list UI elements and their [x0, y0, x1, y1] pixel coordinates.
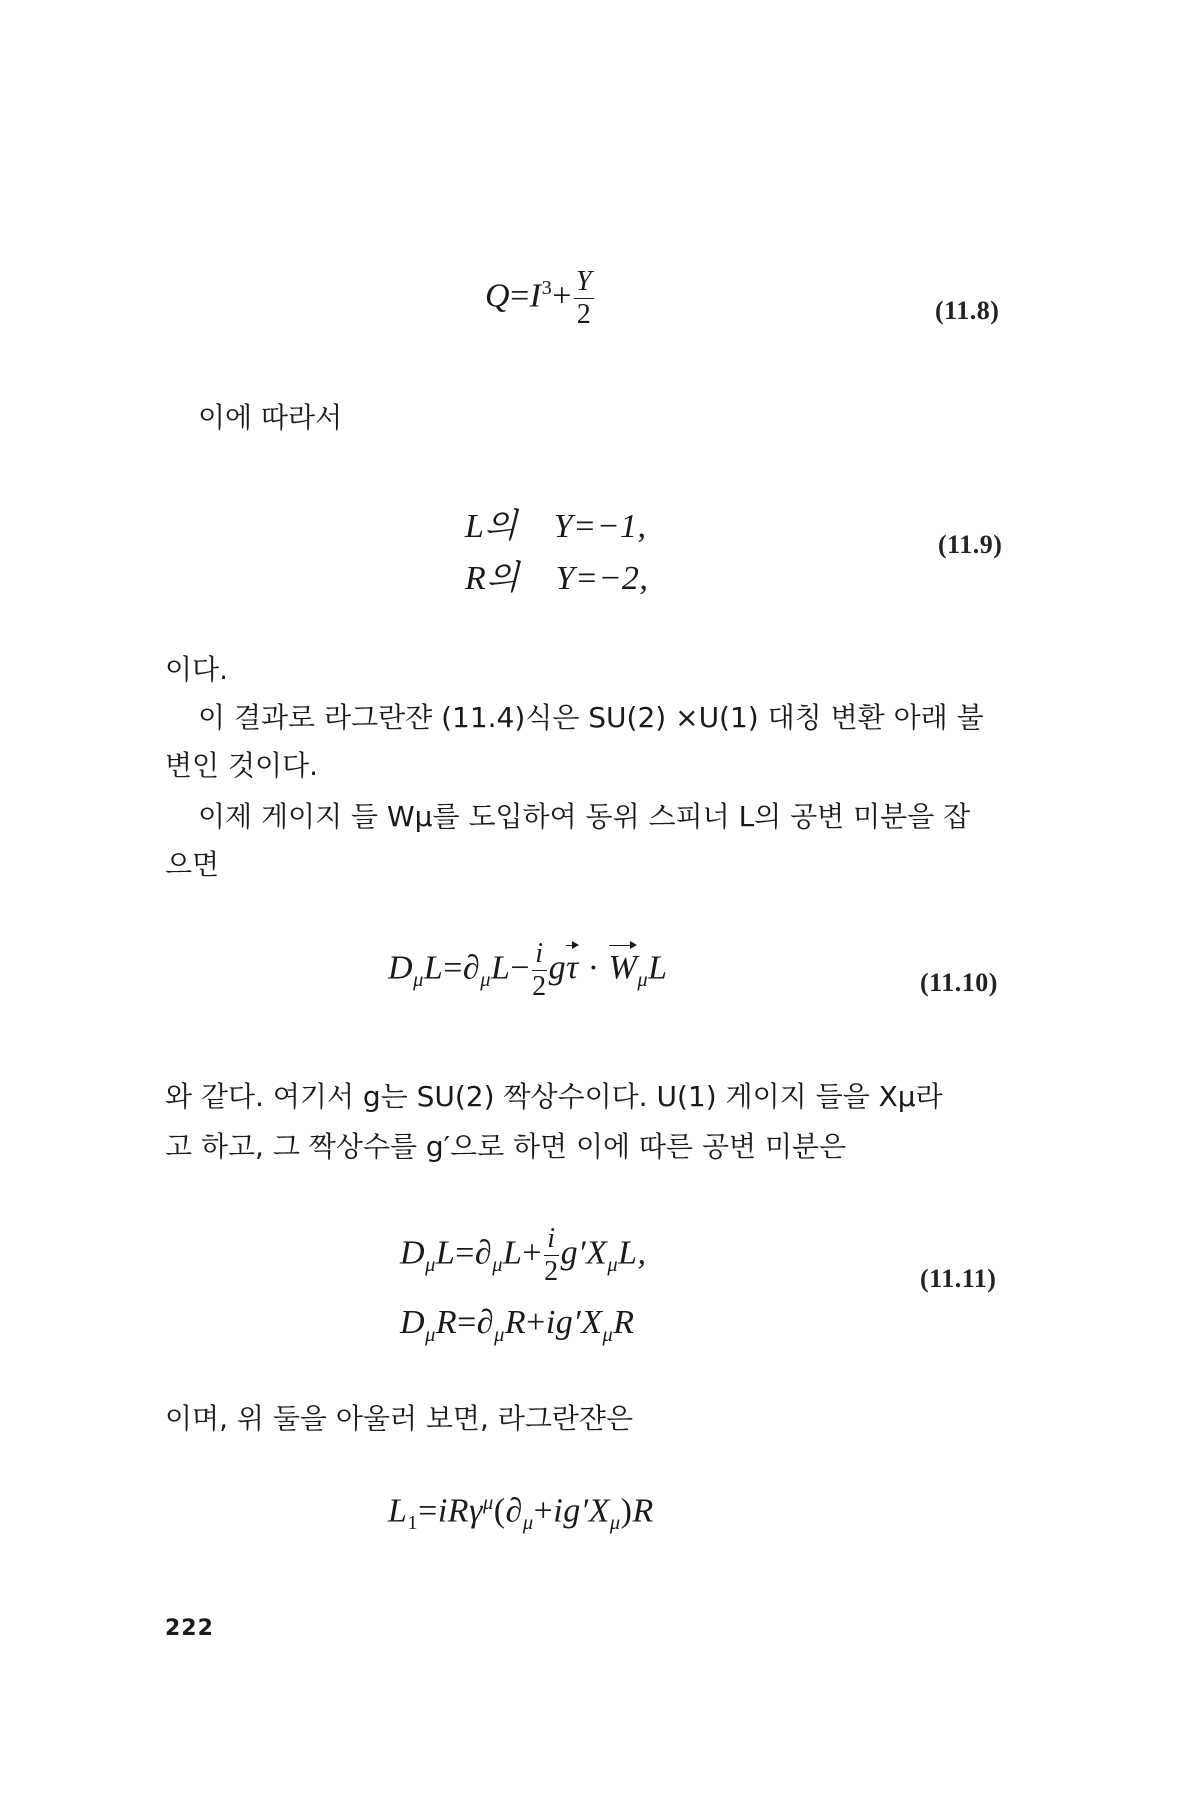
- equation-11-11-line2: $D_\mu R=\partial_\mu R+ig'X_\mu R$: [400, 1304, 635, 1346]
- paragraph-text: 와 같다. 여기서 g는 SU(2) 짝상수이다. U(1) 게이지 들을 Xμ라: [165, 1080, 943, 1113]
- paragraph-text: 이제 게이지 들 Wμ를 도입하여 동위 스피너 L의 공변 미분을 잡: [198, 800, 971, 833]
- equation-number-11-10: (11.10): [920, 968, 998, 997]
- paragraph-text: 고 하고, 그 짝상수를 g′으로 하면 이에 따른 공변 미분은: [165, 1130, 847, 1163]
- equation-number-11-8: (11.8): [935, 296, 1000, 325]
- equation-11-10: $D_\mu L=\partial_\mu L-$ $\frac{i}{2}$ $g\tau \cdot W_\mu L$: [388, 938, 668, 1002]
- paragraph-text: 변인 것이다.: [165, 749, 319, 782]
- eq-11-9-value-1: Y=−1,: [553, 508, 647, 545]
- equation-11-9-line2: [465, 550, 648, 599]
- equation-number-11-11: (11.11): [920, 1264, 997, 1293]
- paragraph-text: 이다.: [165, 653, 228, 686]
- paragraph-text: 이며, 위 둘을 아울러 보면, 라그란쟌은: [165, 1402, 634, 1435]
- paragraph-text: 으면: [165, 848, 220, 881]
- equation-11-11-line1: $D_\mu L=\partial_\mu L+$ $\frac{i}{2}$ $g'X_\mu L$,: [400, 1223, 647, 1287]
- paragraph-text: 이에 따라서: [198, 401, 343, 434]
- equation-number-11-9: (11.9): [938, 530, 1003, 559]
- equation-11-9-line1: [465, 498, 647, 547]
- equation-11-8: $Q=I^3+$ $\frac{Y}{2}$: [485, 266, 593, 330]
- page-number: 222: [165, 1616, 214, 1641]
- eq-11-9-prefix-2: R의: [465, 560, 520, 597]
- lagrangian-equation: $L_1=iR\gamma^\mu(\partial_\mu+ig'X_\mu)R$: [388, 1492, 654, 1535]
- eq-11-9-prefix-1: L의: [465, 508, 518, 545]
- paragraph-text: 이 결과로 라그란쟌 (11.4)식은 SU(2) ×U(1) 대칭 변환 아래 불: [198, 701, 984, 734]
- eq-11-9-value-2: Y=−2,: [555, 560, 649, 597]
